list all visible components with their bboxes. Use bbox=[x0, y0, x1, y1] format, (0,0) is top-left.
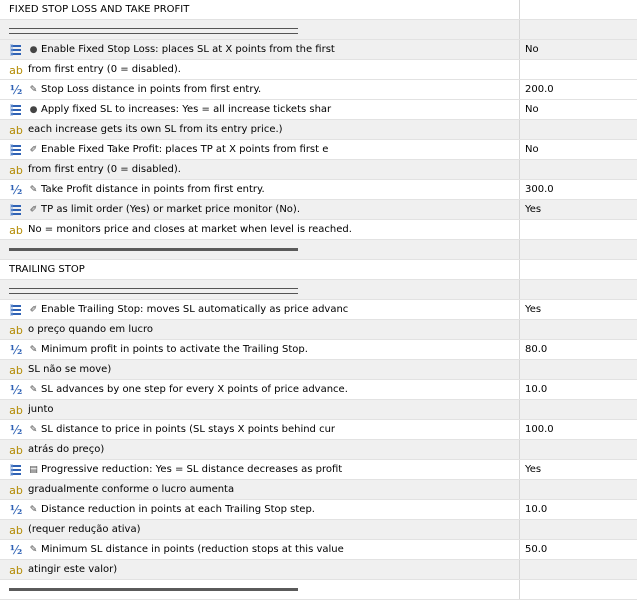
parameter-value[interactable]: Yes bbox=[525, 464, 542, 475]
parameter-name-cell bbox=[0, 380, 520, 399]
string-ab-icon: ab bbox=[9, 403, 23, 417]
parameter-sub-icon: ✎ bbox=[29, 85, 38, 95]
parameter-row[interactable] bbox=[0, 100, 637, 120]
parameter-label-text: from first entry (0 = disabled). bbox=[28, 164, 181, 175]
parameter-value-cell[interactable] bbox=[520, 380, 637, 399]
parameter-label-text: each increase gets its own SL from its entry price.) bbox=[28, 124, 283, 135]
parameter-value-cell bbox=[520, 440, 637, 459]
parameter-name-cell bbox=[0, 200, 520, 219]
string-ab-icon: ab bbox=[9, 223, 23, 237]
string-ab-icon: ab bbox=[9, 363, 23, 377]
parameter-label bbox=[28, 560, 515, 580]
parameter-value-cell[interactable] bbox=[520, 540, 637, 559]
half-fraction-icon: ½ bbox=[9, 83, 23, 97]
parameter-label-text: Enable Fixed Stop Loss: places SL at X points from the first bbox=[41, 44, 335, 55]
separator-row bbox=[0, 580, 637, 600]
parameter-row[interactable] bbox=[0, 540, 637, 560]
parameter-sub-icon: ● bbox=[29, 105, 38, 115]
parameter-row[interactable] bbox=[0, 180, 637, 200]
half-fraction-icon: ½ bbox=[9, 543, 23, 557]
parameter-row[interactable] bbox=[0, 500, 637, 520]
parameter-row[interactable] bbox=[0, 420, 637, 440]
parameter-value-cell bbox=[520, 280, 637, 299]
parameter-value-cell bbox=[520, 520, 637, 539]
parameter-row[interactable] bbox=[0, 480, 637, 500]
parameter-label bbox=[28, 200, 515, 220]
parameter-sub-icon: ✎ bbox=[29, 425, 38, 435]
parameter-value-cell bbox=[520, 260, 637, 279]
parameter-label-text: o preço quando em lucro bbox=[28, 324, 153, 335]
parameter-value-cell bbox=[520, 320, 637, 339]
parameter-name-cell bbox=[0, 320, 520, 339]
enum-list-icon bbox=[9, 463, 23, 477]
parameter-value-cell[interactable] bbox=[520, 340, 637, 359]
parameter-label-text: Enable Trailing Stop: moves SL automatically as price advanc bbox=[41, 304, 349, 315]
parameter-name-cell bbox=[0, 340, 520, 359]
parameter-name-cell bbox=[0, 0, 520, 19]
string-ab-icon: ab bbox=[9, 563, 23, 577]
parameter-name-cell bbox=[0, 560, 520, 579]
parameter-value-cell[interactable] bbox=[520, 140, 637, 159]
parameter-name-cell bbox=[0, 180, 520, 199]
parameter-value-cell[interactable] bbox=[520, 420, 637, 439]
string-ab-icon: ab bbox=[9, 323, 23, 337]
half-fraction-icon: ½ bbox=[9, 343, 23, 357]
parameter-label bbox=[28, 500, 515, 520]
string-ab-icon: ab bbox=[9, 63, 23, 77]
parameter-name-cell bbox=[0, 140, 520, 159]
parameter-name-cell bbox=[0, 40, 520, 59]
parameter-row[interactable] bbox=[0, 340, 637, 360]
parameter-value-cell bbox=[520, 240, 637, 259]
double-line-separator bbox=[9, 288, 298, 294]
parameter-value[interactable]: Yes bbox=[525, 204, 542, 215]
parameter-value-cell bbox=[520, 560, 637, 579]
parameter-label-text: TP as limit order (Yes) or market price monitor (No). bbox=[41, 204, 301, 215]
parameter-value-cell[interactable] bbox=[520, 460, 637, 479]
line-separator bbox=[9, 248, 298, 251]
parameter-name-cell bbox=[0, 220, 520, 239]
parameter-row[interactable] bbox=[0, 40, 637, 60]
parameter-label bbox=[28, 120, 515, 140]
parameter-sub-icon: ✎ bbox=[29, 545, 38, 555]
parameter-value-cell[interactable] bbox=[520, 200, 637, 219]
parameter-label bbox=[28, 480, 515, 500]
parameter-value-cell bbox=[520, 360, 637, 379]
enum-list-icon bbox=[9, 103, 23, 117]
parameter-row[interactable] bbox=[0, 300, 637, 320]
parameter-value[interactable]: 10.0 bbox=[525, 504, 548, 515]
parameter-sub-icon: ✐ bbox=[29, 205, 38, 215]
line-separator bbox=[9, 588, 298, 591]
parameter-sub-icon: ✎ bbox=[29, 505, 38, 515]
parameter-value[interactable]: No bbox=[525, 104, 539, 115]
parameter-value-cell bbox=[520, 20, 637, 39]
parameter-label-text: (requer redução ativa) bbox=[28, 524, 141, 535]
parameter-label bbox=[28, 80, 515, 100]
parameter-label-text: atrás do preço) bbox=[28, 444, 105, 455]
parameter-row[interactable] bbox=[0, 200, 637, 220]
parameter-row[interactable] bbox=[0, 400, 637, 420]
parameter-value[interactable]: No bbox=[525, 44, 539, 55]
section-title: FIXED STOP LOSS AND TAKE PROFIT bbox=[9, 4, 190, 15]
parameter-row[interactable] bbox=[0, 320, 637, 340]
parameter-sub-icon: ✎ bbox=[29, 345, 38, 355]
string-ab-icon: ab bbox=[9, 123, 23, 137]
parameter-value[interactable]: 300.0 bbox=[525, 184, 554, 195]
parameter-sub-icon: ● bbox=[29, 45, 38, 55]
parameter-label bbox=[28, 520, 515, 540]
parameter-label bbox=[28, 420, 515, 440]
parameter-name-cell bbox=[0, 500, 520, 519]
enum-list-icon bbox=[9, 303, 23, 317]
parameter-label bbox=[28, 180, 515, 200]
parameter-label-text: SL não se move) bbox=[28, 364, 112, 375]
parameter-sub-icon: ✎ bbox=[29, 385, 38, 395]
parameter-value[interactable]: Yes bbox=[525, 304, 542, 315]
parameter-value[interactable]: 100.0 bbox=[525, 424, 554, 435]
parameter-value[interactable]: 200.0 bbox=[525, 84, 554, 95]
parameter-sub-icon: ✐ bbox=[29, 305, 38, 315]
parameter-label-text: Minimum profit in points to activate the Trailing Stop. bbox=[41, 344, 308, 355]
half-fraction-icon: ½ bbox=[9, 383, 23, 397]
parameter-label bbox=[28, 100, 515, 120]
string-ab-icon: ab bbox=[9, 483, 23, 497]
parameter-label bbox=[28, 340, 515, 360]
parameter-value-cell bbox=[520, 220, 637, 239]
parameter-label-text: SL distance to price in points (SL stays X points behind cur bbox=[41, 424, 336, 435]
parameter-name-cell bbox=[0, 20, 520, 39]
parameter-value[interactable]: 80.0 bbox=[525, 344, 548, 355]
parameter-label-text: gradualmente conforme o lucro aumenta bbox=[28, 484, 235, 495]
parameter-label bbox=[28, 460, 515, 480]
parameter-label bbox=[28, 300, 515, 320]
separator-row bbox=[0, 280, 637, 300]
parameter-name-cell bbox=[0, 540, 520, 559]
parameter-value[interactable]: 10.0 bbox=[525, 384, 548, 395]
parameter-value-cell bbox=[520, 60, 637, 79]
parameter-label bbox=[28, 360, 515, 380]
parameter-label-text: from first entry (0 = disabled). bbox=[28, 64, 181, 75]
parameter-label bbox=[28, 60, 515, 80]
string-ab-icon: ab bbox=[9, 443, 23, 457]
parameter-name-cell bbox=[0, 120, 520, 139]
parameter-value-cell[interactable] bbox=[520, 300, 637, 319]
parameter-label-text: Progressive reduction: Yes = SL distance decreases as profit bbox=[41, 464, 343, 475]
parameter-label-text: junto bbox=[28, 404, 54, 415]
parameter-value-cell bbox=[520, 160, 637, 179]
parameter-value-cell[interactable] bbox=[520, 100, 637, 119]
parameter-value-cell[interactable] bbox=[520, 40, 637, 59]
parameter-label-text: Enable Fixed Take Profit: places TP at X points from first e bbox=[41, 144, 329, 155]
enum-list-icon bbox=[9, 43, 23, 57]
parameter-label bbox=[28, 40, 515, 60]
parameter-name-cell bbox=[0, 100, 520, 119]
half-fraction-icon: ½ bbox=[9, 503, 23, 517]
parameter-value-cell bbox=[520, 580, 637, 599]
string-ab-icon: ab bbox=[9, 163, 23, 177]
parameter-value[interactable]: 50.0 bbox=[525, 544, 548, 555]
parameter-value-cell bbox=[520, 0, 637, 19]
parameter-label bbox=[28, 320, 515, 340]
section-header-row bbox=[0, 260, 637, 280]
parameter-label bbox=[28, 220, 515, 240]
parameter-value-cell[interactable] bbox=[520, 180, 637, 199]
parameter-row[interactable] bbox=[0, 460, 637, 480]
parameter-name-cell bbox=[0, 420, 520, 439]
parameter-label-text: Distance reduction in points at each Trailing Stop step. bbox=[41, 504, 315, 515]
enum-list-icon bbox=[9, 143, 23, 157]
section-title: TRAILING STOP bbox=[9, 264, 85, 275]
parameter-name-cell bbox=[0, 440, 520, 459]
parameter-label bbox=[28, 140, 515, 160]
half-fraction-icon: ½ bbox=[9, 423, 23, 437]
parameter-label-text: atingir este valor) bbox=[28, 564, 118, 575]
parameter-row[interactable] bbox=[0, 60, 637, 80]
parameter-value-cell bbox=[520, 400, 637, 419]
parameter-name-cell bbox=[0, 160, 520, 179]
parameter-label-text: No = monitors price and closes at market when level is reached. bbox=[28, 224, 352, 235]
enum-list-icon bbox=[9, 203, 23, 217]
parameter-name-cell bbox=[0, 580, 520, 599]
parameter-name-cell bbox=[0, 60, 520, 79]
parameter-name-cell bbox=[0, 240, 520, 259]
parameter-row[interactable] bbox=[0, 220, 637, 240]
parameter-row[interactable] bbox=[0, 360, 637, 380]
parameter-label-text: Stop Loss distance in points from first entry. bbox=[41, 84, 262, 95]
parameter-label-text: Apply fixed SL to increases: Yes = all increase tickets shar bbox=[41, 104, 332, 115]
parameter-name-cell bbox=[0, 460, 520, 479]
parameter-row[interactable] bbox=[0, 520, 637, 540]
string-ab-icon: ab bbox=[9, 523, 23, 537]
parameter-name-cell bbox=[0, 480, 520, 499]
parameter-value-cell[interactable] bbox=[520, 80, 637, 99]
parameter-label-text: Take Profit distance in points from first entry. bbox=[41, 184, 265, 195]
parameter-name-cell bbox=[0, 360, 520, 379]
double-line-separator bbox=[9, 28, 298, 34]
parameter-row[interactable] bbox=[0, 160, 637, 180]
parameter-label bbox=[28, 400, 515, 420]
parameter-row[interactable] bbox=[0, 140, 637, 160]
parameter-row[interactable] bbox=[0, 380, 637, 400]
parameter-row[interactable] bbox=[0, 120, 637, 140]
parameter-label bbox=[28, 160, 515, 180]
parameter-label bbox=[28, 440, 515, 460]
parameter-value-cell bbox=[520, 480, 637, 499]
parameter-sub-icon: ▤ bbox=[29, 465, 38, 475]
parameter-row[interactable] bbox=[0, 80, 637, 100]
parameter-row[interactable] bbox=[0, 440, 637, 460]
parameter-label bbox=[28, 380, 515, 400]
parameter-label-text: Minimum SL distance in points (reduction stops at this value bbox=[41, 544, 344, 555]
parameter-name-cell bbox=[0, 80, 520, 99]
section-header-row bbox=[0, 0, 637, 20]
parameter-name-cell bbox=[0, 260, 520, 279]
parameter-sub-icon: ✐ bbox=[29, 145, 38, 155]
parameter-name-cell bbox=[0, 400, 520, 419]
parameter-row[interactable] bbox=[0, 560, 637, 580]
parameter-value-cell[interactable] bbox=[520, 500, 637, 519]
parameter-value[interactable]: No bbox=[525, 144, 539, 155]
parameter-name-cell bbox=[0, 280, 520, 299]
parameter-sub-icon: ✎ bbox=[29, 185, 38, 195]
half-fraction-icon: ½ bbox=[9, 183, 23, 197]
separator-row bbox=[0, 20, 637, 40]
parameter-name-cell bbox=[0, 300, 520, 319]
parameter-value-cell bbox=[520, 120, 637, 139]
parameter-label-text: SL advances by one step for every X points of price advance. bbox=[41, 384, 348, 395]
parameter-label bbox=[28, 540, 515, 560]
parameter-name-cell bbox=[0, 520, 520, 539]
separator-row bbox=[0, 240, 637, 260]
